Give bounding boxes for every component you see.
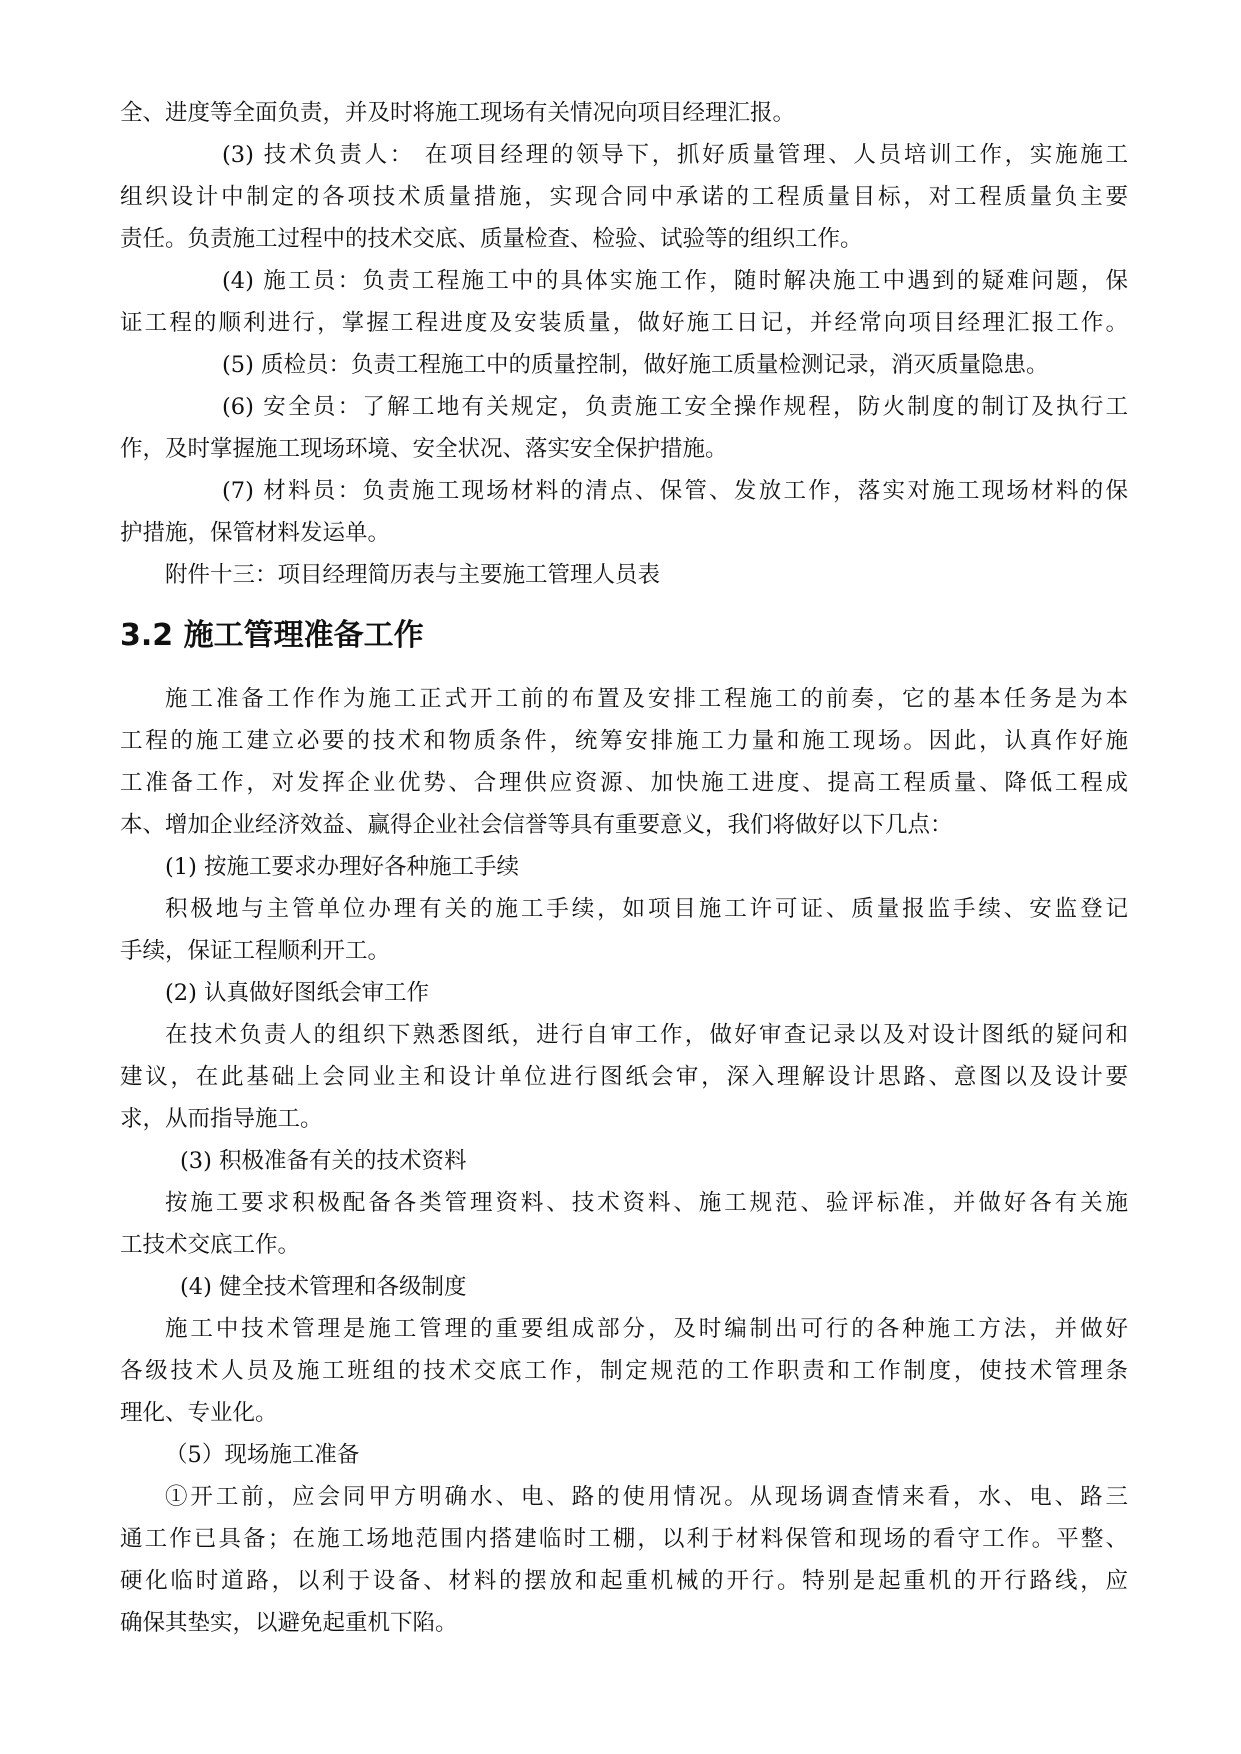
paragraph-line: (4) 施工员：负责工程施工中的具体实施工作，随时解决施工中遇到的疑难问题，保 xyxy=(222,268,1128,294)
paragraph-line: 护措施，保管材料发运单。 xyxy=(120,520,391,546)
paragraph-line: 工程的施工建立必要的技术和物质条件，统筹安排施工力量和施工现场。因此，认真作好施 xyxy=(120,728,1128,754)
paragraph-line: 在技术负责人的组织下熟悉图纸，进行自审工作，做好审查记录以及对设计图纸的疑问和 xyxy=(165,1022,1128,1048)
subsection-title: (1) 按施工要求办理好各种施工手续 xyxy=(165,854,520,880)
paragraph-line: 确保其垫实，以避免起重机下陷。 xyxy=(120,1610,458,1636)
paragraph-line: 本、增加企业经济效益、赢得企业社会信誉等具有重要意义，我们将做好以下几点： xyxy=(120,812,953,838)
subsection-title: (2) 认真做好图纸会审工作 xyxy=(165,980,430,1006)
paragraph-line: 全、进度等全面负责，并及时将施工现场有关情况向项目经理汇报。 xyxy=(120,100,796,126)
paragraph-line: 按施工要求积极配备各类管理资料、技术资料、施工规范、验评标准，并做好各有关施 xyxy=(165,1190,1128,1216)
paragraph-line: 求，从而指导施工。 xyxy=(120,1106,323,1132)
subsection-title: (3) 积极准备有关的技术资料 xyxy=(180,1148,467,1174)
paragraph-line: (6) 安全员：了解工地有关规定，负责施工安全操作规程，防火制度的制订及执行工 xyxy=(222,394,1128,420)
paragraph-line: 理化、专业化。 xyxy=(120,1400,278,1426)
paragraph-line: 证工程的顺利进行，掌握工程进度及安装质量，做好施工日记，并经常向项目经理汇报工作。 xyxy=(120,310,1128,336)
paragraph-line: 各级技术人员及施工班组的技术交底工作，制定规范的工作职责和工作制度，使技术管理条 xyxy=(120,1358,1128,1384)
paragraph-line: (7) 材料员：负责施工现场材料的清点、保管、发放工作，落实对施工现场材料的保 xyxy=(222,478,1128,504)
paragraph-line: 硬化临时道路，以利于设备、材料的摆放和起重机械的开行。特别是起重机的开行路线，应 xyxy=(120,1568,1128,1594)
paragraph-line: 责任。负责施工过程中的技术交底、质量检查、检验、试验等的组织工作。 xyxy=(120,226,863,252)
paragraph-line: (5) 质检员：负责工程施工中的质量控制，做好施工质量检测记录，消灭质量隐患。 xyxy=(222,352,1049,378)
subsection-title: (4) 健全技术管理和各级制度 xyxy=(180,1274,467,1300)
paragraph-line: 手续，保证工程顺利开工。 xyxy=(120,938,391,964)
paragraph-line: 施工中技术管理是施工管理的重要组成部分，及时编制出可行的各种施工方法，并做好 xyxy=(165,1316,1128,1342)
paragraph-line: 建议，在此基础上会同业主和设计单位进行图纸会审，深入理解设计思路、意图以及设计要 xyxy=(120,1064,1128,1090)
paragraph-line: 工技术交底工作。 xyxy=(120,1232,301,1258)
paragraph-line: 通工作已具备；在施工场地范围内搭建临时工棚，以利于材料保管和现场的看守工作。平整、 xyxy=(120,1526,1128,1552)
paragraph-line: (3) 技术负责人： 在项目经理的领导下，抓好质量管理、人员培训工作，实施施工 xyxy=(222,142,1128,168)
attachment-note: 附件十三：项目经理简历表与主要施工管理人员表 xyxy=(165,562,661,588)
paragraph-line: ①开工前，应会同甲方明确水、电、路的使用情况。从现场调查情来看，水、电、路三 xyxy=(165,1484,1128,1510)
section-heading: 3.2 施工管理准备工作 xyxy=(120,618,424,653)
paragraph-line: 作，及时掌握施工现场环境、安全状况、落实安全保护措施。 xyxy=(120,436,728,462)
subsection-title: （5）现场施工准备 xyxy=(165,1442,360,1468)
paragraph-line: 施工准备工作作为施工正式开工前的布置及安排工程施工的前奏，它的基本任务是为本 xyxy=(165,686,1128,712)
paragraph-line: 组织设计中制定的各项技术质量措施，实现合同中承诺的工程质量目标，对工程质量负主要 xyxy=(120,184,1128,210)
paragraph-line: 积极地与主管单位办理有关的施工手续，如项目施工许可证、质量报监手续、安监登记 xyxy=(165,896,1128,922)
paragraph-line: 工准备工作，对发挥企业优势、合理供应资源、加快施工进度、提高工程质量、降低工程成 xyxy=(120,770,1128,796)
